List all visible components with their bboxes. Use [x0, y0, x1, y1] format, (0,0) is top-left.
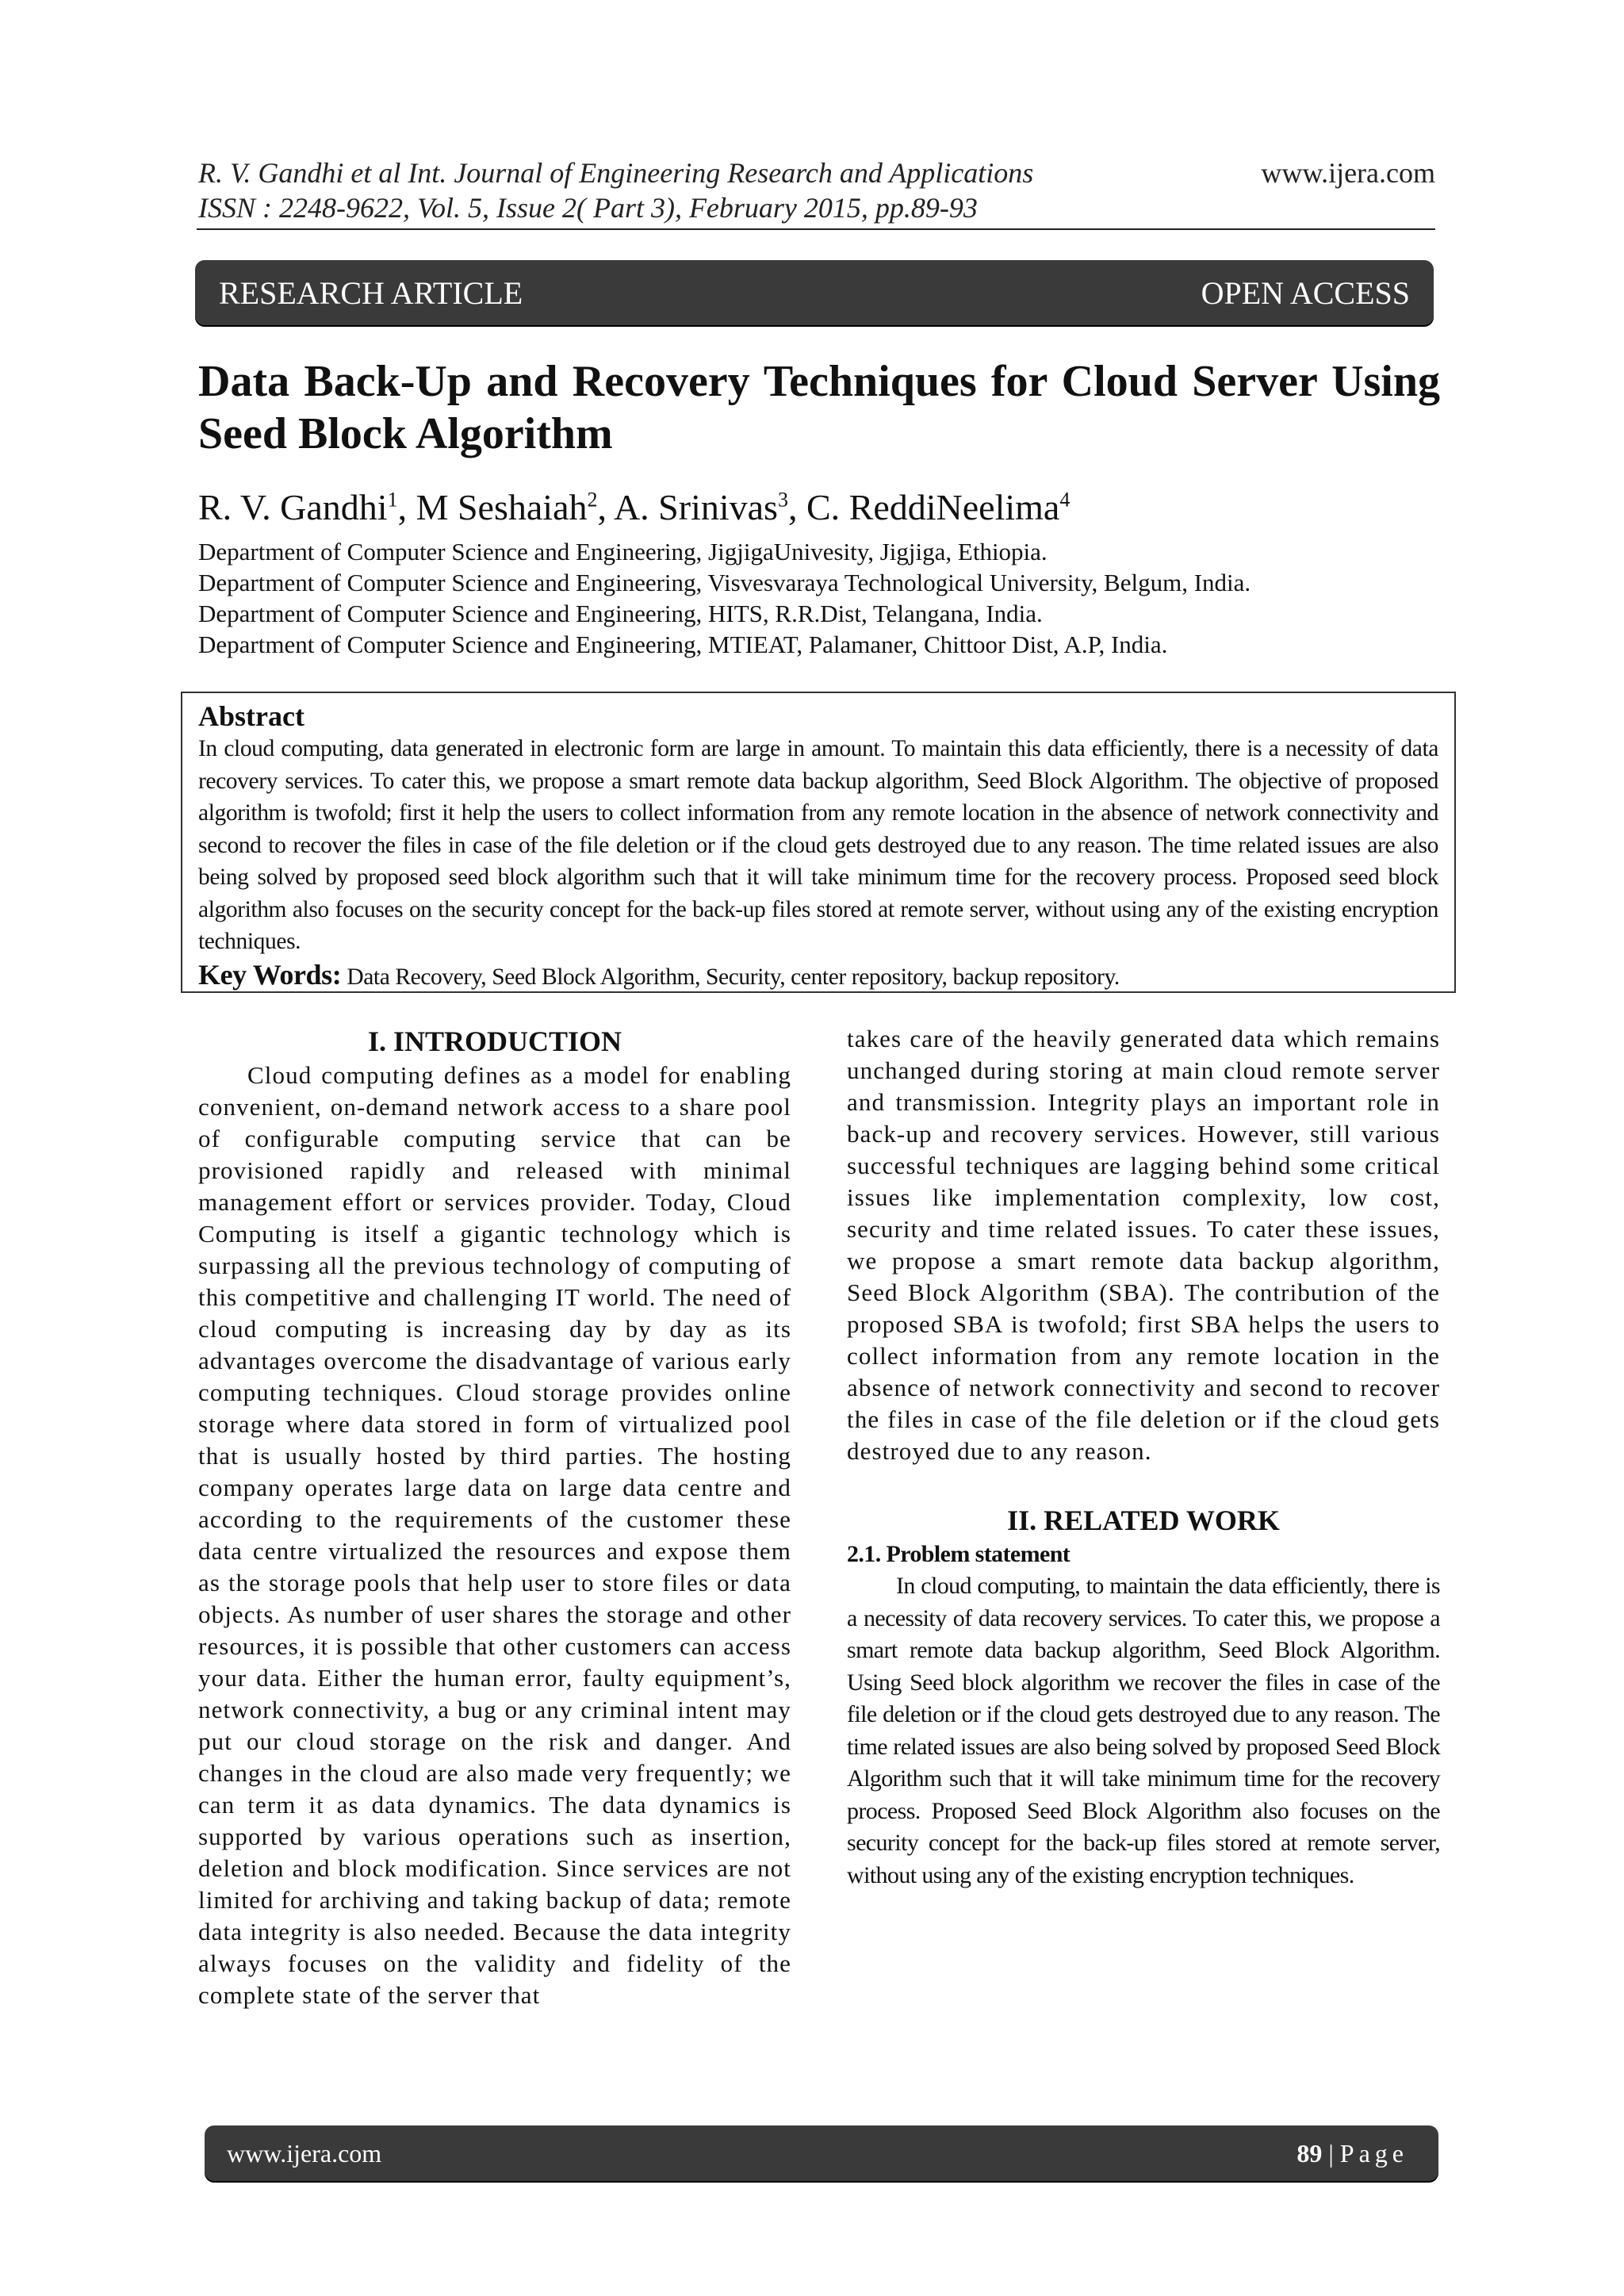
author-name: A. Srinivas — [613, 487, 778, 527]
abstract-box — [181, 692, 1456, 993]
paper-title: Data Back-Up and Recovery Techniques for Cloud Server Using Seed Block Algorithm — [198, 357, 1440, 458]
access-label: OPEN ACCESS — [1201, 274, 1410, 311]
left-column — [198, 1023, 791, 2011]
page-separator: | — [1322, 2138, 1340, 2168]
affiliation: Department of Computer Science and Engineering, MTIEAT, Palamaner, Chittoor Dist, A.P, India. — [198, 631, 1168, 658]
author-affiliation-mark: 1 — [387, 488, 398, 512]
author-name: M Seshaiah — [416, 487, 588, 527]
introduction-paragraph: Cloud computing defines as a model for enabling convenient, on-demand network access to a share pool of configurable computing service that can be provisioned rapidly and released with minimal management effort or services provider. Today, Cloud Computing is itself a gigantic technology which is surpassing all the previous technology of computing of this competitive and challenging IT world. The need of cloud computing is increasing day by day as its advantages overcome the disadvantage of various early computing techniques. Cloud storage provides online storage where data stored in form of virtualized pool that is usually hosted by third parties. The hosting company operates large data on large data centre and according to the requirements of the customer these data centre virtualized the resources and expose them as the storage pools that help user to store files or data objects. As number of user shares the storage and other resources, it is possible that other customers can access your data. Either the human error, faulty equipment’s, network connectivity, a bug or any criminal intent may put our cloud storage on the risk and danger. And changes in the cloud are also made very frequently; we can term it as data dynamics. The data dynamics is supported by various operations such as insertion, deletion and block modification. Since services are not limited for archiving and taking backup of data; remote data integrity is also needed. Because the data integrity always focuses on the validity and fidelity of the complete state of the server that — [198, 1061, 791, 2009]
issn-line: ISSN : 2248-9622, Vol. 5, Issue 2( Part 3), February 2015, pp.89-93 — [198, 192, 978, 224]
affiliation: Department of Computer Science and Engineering, Visvesvaraya Technological University, Belgum, India. — [198, 569, 1251, 596]
article-type-label: RESEARCH ARTICLE — [219, 274, 523, 311]
footer-url: www.ijera.com — [227, 2138, 382, 2168]
article-type-banner — [195, 260, 1434, 325]
keywords-text: Data Recovery, Seed Block Algorithm, Security, center repository, backup repository. — [341, 964, 1120, 990]
author-affiliation-mark: 4 — [1059, 488, 1071, 512]
affiliation: Department of Computer Science and Engineering, HITS, R.R.Dist, Telangana, India. — [198, 600, 1043, 627]
subsection-heading-problem-statement: 2.1. Problem statement — [847, 1541, 1071, 1567]
page-footer — [205, 2125, 1438, 2181]
author-name: R. V. Gandhi — [198, 487, 388, 527]
author-affiliation-mark: 3 — [777, 488, 788, 512]
affiliation: Department of Computer Science and Engineering, JigjigaUnivesity, Jigjiga, Ethiopia. — [198, 538, 1048, 565]
author-affiliation-mark: 2 — [587, 488, 598, 512]
journal-citation: R. V. Gandhi et al Int. Journal of Engineering Research and Applications — [198, 157, 1034, 189]
keywords-line — [198, 958, 1438, 994]
affiliation-list — [198, 536, 1251, 660]
page-label: Page — [1339, 2138, 1408, 2168]
right-column — [847, 1023, 1440, 1892]
header-url: www.ijera.com — [1261, 157, 1435, 189]
author-separator: , — [787, 487, 806, 527]
header-rule — [197, 228, 1435, 230]
keywords-label: Key Words: — [198, 958, 342, 991]
author-list — [198, 485, 1070, 530]
section-heading-related-work: II. RELATED WORK — [1007, 1504, 1280, 1536]
page-number: 89 — [1297, 2138, 1323, 2168]
abstract-text: In cloud computing, data generated in electronic form are large in amount. To maintain this data efficiently, there is a necessity of data recovery services. To cater this, we propose a smart remote data backup algorithm, Seed Block Algorithm. The objective of proposed algorithm is twofold; first it help the users to collect information from any remote location in the absence of network connectivity and second to recover the files in case of the file deletion or if the cloud gets destroyed due to any reason. The time related issues are also being solved by proposed seed block algorithm such that it will take minimum time for the recovery process. Proposed seed block algorithm also focuses on the security concept for the back-up files stored at remote server, without using any of the existing encryption techniques. — [198, 736, 1438, 954]
author-name: C. ReddiNeelima — [806, 487, 1060, 527]
abstract-heading: Abstract — [198, 700, 304, 732]
page-number-block — [1297, 2139, 1408, 2168]
problem-statement-paragraph: In cloud computing, to maintain the data efficiently, there is a necessity of data recovery services. To cater this, we propose a smart remote data backup algorithm, Seed Block Algorithm. Using Seed block algorithm we recover the files in case of the file deletion or if the cloud gets destroyed due to any reason. The time related issues are also being solved by proposed Seed Block Algorithm such that it will take minimum time for the recovery process. Proposed Seed Block Algorithm also focuses on the security concept for the back-up files stored at remote server, without using any of the existing encryption techniques. — [847, 1573, 1440, 1888]
introduction-paragraph-continued: takes care of the heavily generated data which remains unchanged during storing at main cloud remote server and transmission. Integrity plays an important role in back-up and recovery services. However, still various successful techniques are lagging behind some critical issues like implementation complexity, low cost, security and time related issues. To cater these issues, we propose a smart remote data backup algorithm, Seed Block Algorithm (SBA). The contribution of the proposed SBA is twofold; first SBA helps the users to collect information from any remote location in the absence of network connectivity and second to recover the files in case of the file deletion or if the cloud gets destroyed due to any reason. — [847, 1025, 1440, 1465]
author-separator: , — [597, 487, 614, 527]
author-separator: , — [397, 487, 416, 527]
section-heading-introduction: I. INTRODUCTION — [367, 1025, 622, 1057]
